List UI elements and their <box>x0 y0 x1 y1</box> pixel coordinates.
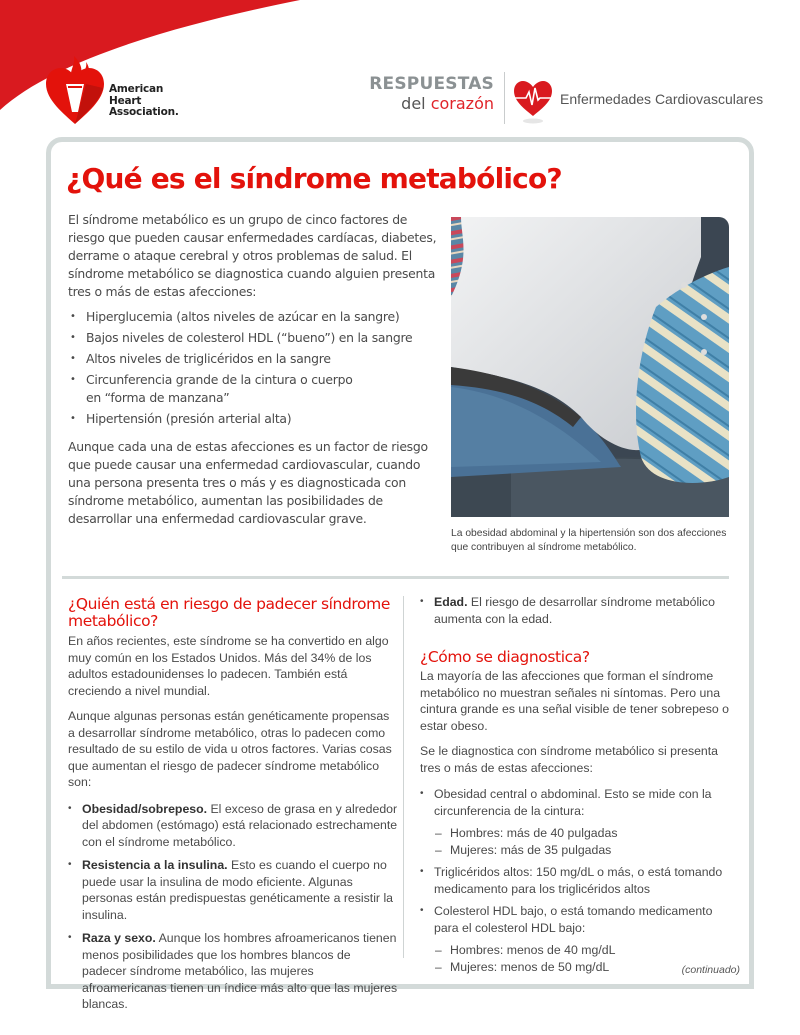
factor-text: El exceso de grasa en y alrededor del abdomen (estómago) está relacionado estrechamente con el síndrome metabólico. <box>82 801 398 849</box>
section-divider <box>62 576 729 579</box>
heartbeat-heart-icon <box>512 78 554 124</box>
risk-factors-list <box>68 801 398 1013</box>
heart-torch-icon <box>44 54 106 126</box>
series-title-accent: corazón <box>430 94 494 113</box>
series-title <box>364 75 494 113</box>
intro-paragraph: El síndrome metabólico es un grupo de cinco factores de riesgo que pueden causar enfermedades cardíacas, diabetes, derrame o ataque cerebral y otros problemas de salud. El síndrome metabólico se diagnostica cuando alguien presenta tres o más de estas afecciones: <box>68 212 437 299</box>
factor-term: Resistencia a la insulina. <box>82 858 228 872</box>
org-name-line: American <box>109 83 164 95</box>
second-paragraph: Aunque cada una de estas afecciones es un factor de riesgo que puede causar una enfermedad cardiovascular, cuando una persona presenta tres o más y es diagnosticada con síndrome metabólico, aumentan las posibilidades de desarrollar una enfermedad cardiovascular grave. <box>68 439 428 526</box>
column-divider <box>403 596 404 958</box>
series-title-bottom <box>364 94 494 113</box>
diagnosis-heading: ¿Cómo se diagnostica? <box>420 648 590 666</box>
header-separator <box>504 72 505 124</box>
list-item: • Hipertensión (presión arterial alta) <box>68 410 443 428</box>
sub-list-item: – Mujeres: menos de 50 mg/dL <box>420 959 740 976</box>
page-title: ¿Qué es el síndrome metabólico? <box>66 162 562 195</box>
list-item <box>68 801 398 851</box>
factor-term: Obesidad/sobrepeso. <box>82 801 208 816</box>
list-item: • Triglicéridos altos: 150 mg/dL o más, o está tomando medicamento para los triglicéridos altos <box>420 864 740 897</box>
sub-list-item: – Hombres: menos de 40 mg/dL <box>420 942 740 959</box>
diagnosis-paragraph-1: La mayoría de las afecciones que forman el síndrome metabólico no muestran señales ni síntomas. Pero una cintura grande es una señal visible de tener sobrepeso o estar obeso. <box>420 669 729 733</box>
list-item: • Colesterol HDL bajo, o está tomando medicamento para el colesterol HDL bajo: <box>420 903 740 936</box>
series-title-plain: del <box>401 94 431 113</box>
risk-section <box>68 596 398 1013</box>
risk-heading: ¿Quién está en riesgo de padecer síndrome metabólico? <box>68 595 390 630</box>
risk-paragraph-1: En años recientes, este síndrome se ha convertido en algo muy común en los Estados Unidos. Más del 34% de los adultos estadounidenses lo padecen. También está creciendo a nivel mundial. <box>68 634 389 698</box>
diagnosis-paragraph-2: Se le diagnostica con síndrome metabólico si presenta tres o más de estas afecciones: <box>420 744 719 775</box>
aha-logo <box>44 54 184 126</box>
list-item <box>68 930 398 1013</box>
list-item: • Altos niveles de triglicéridos en la sangre <box>68 350 443 368</box>
org-name-line: Heart <box>109 94 142 107</box>
conditions-list <box>68 308 443 428</box>
org-name <box>109 84 179 119</box>
diagnosis-section <box>420 594 740 975</box>
org-name-line: Association. <box>109 106 179 118</box>
abdominal-obesity-photo <box>451 217 729 517</box>
factor-text: Esto es cuando el cuerpo no puede usar la insulina de modo eficiente. Algunas personas están predispuestas genéticamente a resistir la insulina. <box>82 858 394 922</box>
factor-term: Raza y sexo. <box>82 931 156 945</box>
photo-caption: La obesidad abdominal y la hipertensión son dos afecciones que contribuyen al síndrome metabólico. <box>451 528 727 553</box>
list-item <box>420 594 740 627</box>
risk-paragraph-2: Aunque algunas personas están genéticamente propensas a desarrollar síndrome metabólico, otras lo padecen como resultado de su estilo de vida u otros factores. Varias cosas que aumentan el riesgo de padecer síndrome metabólico son: <box>68 709 392 789</box>
intro-section <box>68 211 443 528</box>
criteria-list <box>420 786 740 975</box>
risk-factors-continued <box>420 594 740 627</box>
list-item: • Hiperglucemia (altos niveles de azúcar en la sangre) <box>68 308 443 326</box>
series-title-top: RESPUESTAS <box>369 74 494 94</box>
factor-text: Aunque los hombres afroamericanos tienen menos posibilidades que los hombres blancos de padecer síndrome metabólico, las mujeres afroamericanas tienen un índice más alto que las mujeres blancas. <box>82 931 398 1011</box>
factor-term: Edad. <box>434 595 468 609</box>
factor-text: El riesgo de desarrollar síndrome metabólico aumenta con la edad. <box>434 595 715 626</box>
list-item: • Obesidad central o abdominal. Esto se mide con la circunferencia de la cintura: <box>420 786 740 819</box>
sub-list-item: – Mujeres: más de 35 pulgadas <box>420 842 740 859</box>
list-item: • Circunferencia grande de la cintura o cuerpo en “forma de manzana” <box>68 371 366 407</box>
list-item <box>68 857 398 923</box>
sub-list-item: – Hombres: más de 40 pulgadas <box>420 825 740 842</box>
list-item: • Bajos niveles de colesterol HDL (“bueno”) en la sangre <box>68 329 443 347</box>
category-label: Enfermedades Cardiovasculares <box>560 91 764 107</box>
continued-note: (continuado) <box>681 964 740 976</box>
